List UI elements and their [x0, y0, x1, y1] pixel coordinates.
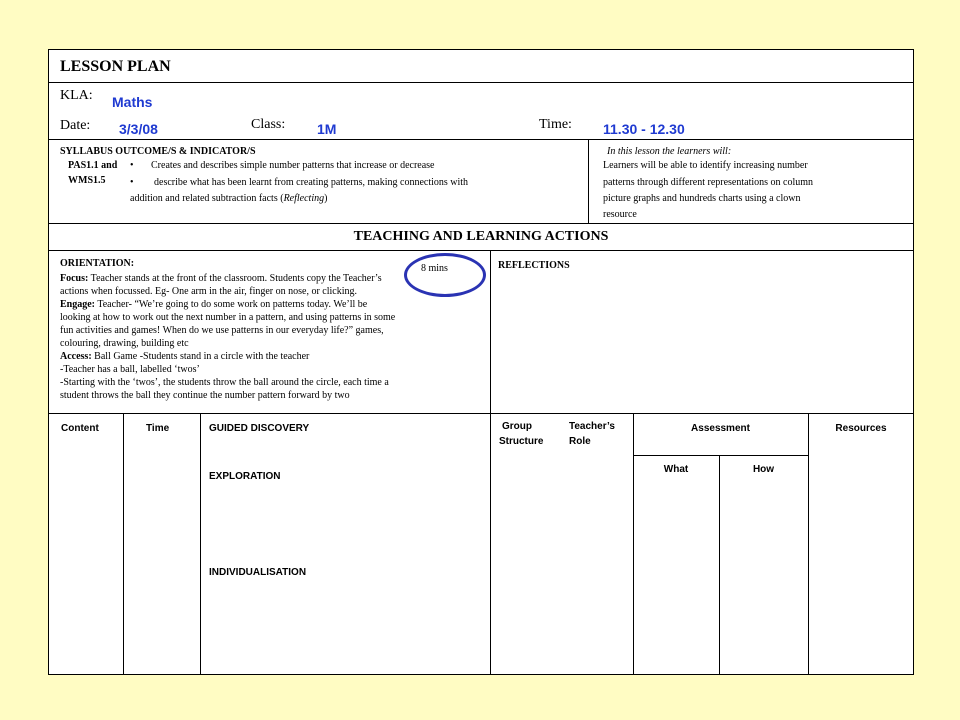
divider: [48, 139, 914, 140]
learners-heading: In this lesson the learners will:: [607, 146, 732, 157]
syllabus-code-2: WMS1.5: [68, 175, 106, 186]
bullet-icon: •: [130, 177, 134, 188]
divider: [48, 413, 914, 414]
divider: [48, 223, 914, 224]
col-content: Content: [61, 423, 99, 434]
time-label: Time:: [539, 117, 572, 132]
row-individualisation: INDIVIDUALISATION: [209, 567, 307, 578]
teaching-heading: TEACHING AND LEARNING ACTIONS: [353, 229, 609, 244]
class-label: Class:: [251, 117, 286, 132]
orientation-duration: 8 mins: [421, 263, 448, 274]
learners-line-4: resource: [603, 209, 637, 220]
col-assessment: Assessment: [691, 423, 750, 434]
divider: [490, 250, 491, 675]
orientation-heading: ORIENTATION:: [60, 258, 135, 269]
learners-line-1: Learners will be able to identify increasing number: [603, 160, 808, 171]
learners-line-3: picture graphs and hundreds charts using a clown: [603, 193, 801, 204]
col-group: Group: [502, 421, 532, 432]
col-what: What: [663, 464, 689, 475]
divider: [633, 413, 634, 675]
orientation-body: Focus: Teacher stands at the front of the classroom. Students copy the Teacher’s actions when focussed. Eg- One arm in the air, finger on nose, or clicking. Engage: Teacher- “We’re going to do some work on patterns today. We’ll be looking at how to work out the next number in a pattern, and using patterns in some fun activities and games! When do we use patterns in our everyday life?” games, colouring, drawing, building etc Access: Ball Game -Students stand in a circle with the teacher -Teacher has a ball, labelled ‘twos’ -Starting with the ‘twos’, the students throw the ball around the circle, each time a student throws the ball they continue the number pattern forward by two: [60, 273, 396, 401]
divider: [48, 82, 914, 83]
syllabus-bullet-1: Creates and describes simple number patterns that increase or decrease: [151, 160, 435, 171]
col-guided-discovery: GUIDED DISCOVERY: [209, 423, 310, 434]
reflections-heading: REFLECTIONS: [498, 260, 570, 271]
col-resources: Resources: [835, 423, 887, 434]
date-label: Date:: [60, 118, 91, 133]
divider: [808, 413, 809, 675]
divider: [200, 413, 201, 675]
col-how: How: [752, 464, 775, 475]
row-exploration: EXPLORATION: [209, 471, 281, 482]
divider: [719, 455, 720, 675]
kla-value: Maths: [112, 94, 153, 110]
divider: [48, 250, 914, 251]
divider: [123, 413, 124, 675]
divider: [633, 455, 808, 456]
time-value: 11.30 - 12.30: [603, 121, 685, 137]
divider: [588, 139, 589, 223]
syllabus-bullet-2: describe what has been learnt from creating patterns, making connections with: [154, 177, 469, 188]
bullet-icon: •: [130, 160, 134, 171]
syllabus-code-1: PAS1.1 and: [68, 160, 118, 171]
page-title: LESSON PLAN: [60, 58, 171, 75]
col-teachers: Teacher’s: [569, 421, 615, 432]
kla-label: KLA:: [60, 88, 93, 103]
col-structure: Structure: [499, 436, 544, 447]
syllabus-bullet-2-continued: addition and related subtraction facts (Reflecting): [130, 193, 328, 204]
col-role: Role: [569, 436, 591, 447]
col-time: Time: [146, 423, 170, 434]
syllabus-heading: SYLLABUS OUTCOME/S & INDICATOR/S: [60, 146, 256, 157]
learners-line-2: patterns through different representations on column: [603, 177, 814, 188]
date-value: 3/3/08: [119, 121, 158, 137]
class-value: 1M: [317, 121, 337, 137]
